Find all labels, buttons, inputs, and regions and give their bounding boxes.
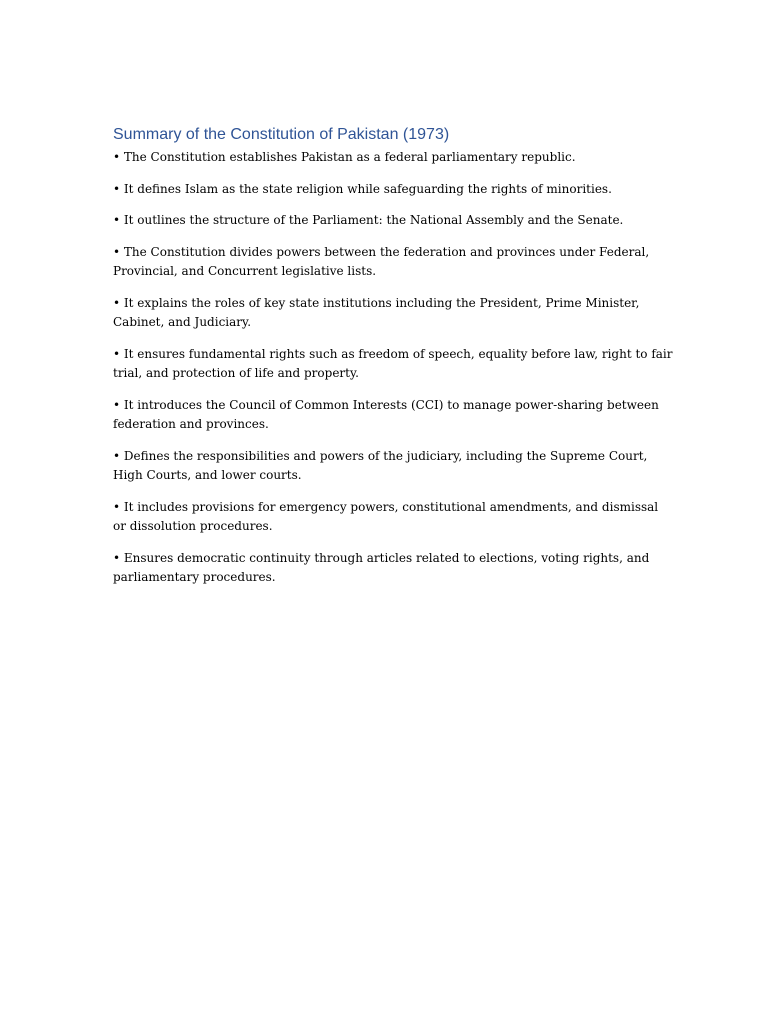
summary-bullet: • It includes provisions for emergency powers, constitutional amendments, and dismissal or dissolution procedures. [113, 499, 659, 533]
summary-bullet: • Defines the responsibilities and powers of the judiciary, including the Supreme Court, High Courts, and lower courts. [113, 448, 648, 482]
document-title: Summary of the Constitution of Pakistan (1973) [113, 126, 450, 143]
summary-bullet: • Ensures democratic continuity through articles related to elections, voting rights, and parliamentary procedures. [113, 550, 650, 584]
summary-bullet: • The Constitution establishes Pakistan as a federal parliamentary republic. [113, 150, 576, 164]
document-content [113, 122, 673, 600]
summary-bullet: • It ensures fundamental rights such as freedom of speech, equality before law, right to fair trial, and protection of life and property. [113, 346, 673, 380]
summary-bullet: • It introduces the Council of Common Interests (CCI) to manage power-sharing between federation and provinces. [113, 397, 659, 431]
summary-bullet: • It defines Islam as the state religion while safeguarding the rights of minorities. [113, 181, 612, 196]
summary-bullet-list [113, 148, 673, 588]
summary-bullet: • The Constitution divides powers between the federation and provinces under Federal, Provincial, and Concurrent legislative lists. [113, 244, 650, 278]
summary-bullet: • It explains the roles of key state institutions including the President, Prime Minister, Cabinet, and Judiciary. [113, 295, 640, 329]
summary-bullet: • It outlines the structure of the Parliament: the National Assembly and the Senate. [113, 213, 624, 227]
